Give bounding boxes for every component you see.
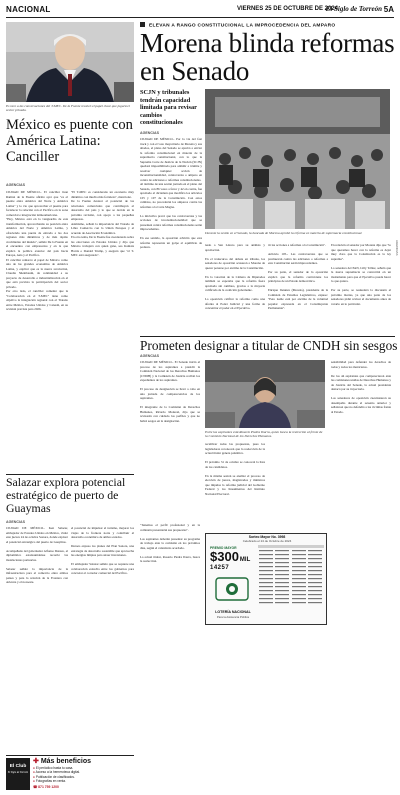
- cndh-photo-caption: Entre las aspirantes está Rosario Piedra Ibarra, quien busca la reelección al frente de la Comisión Nacional de los Derechos Humanos.: [205, 430, 323, 439]
- issue-date: VIERNES 25 DE OCTUBRE DE 2024: [236, 6, 338, 12]
- ad-benefit-list: [33, 766, 133, 783]
- club-sub: El Siglo de Torreón: [7, 771, 29, 774]
- ad-phone[interactable]: ☎ 871 759 1200: [33, 785, 59, 789]
- guaymas-headline: Salazar explora potencial estratégico de puerto de Guaymas: [6, 475, 126, 516]
- canciller-photo-caption: Es raro a las conversaciones del T-MEC. De la Fuente recalcó el papel clave que jugará el sector privado.: [6, 104, 130, 113]
- cndh-headline: Prometen designar a titular de CNDH sin sesgos: [140, 338, 398, 353]
- cndh-body-col4: sensibilidad para defender los derechos de todas y todos los mexicanos. De los 44 aspirantes que comparecieron ante las comisiones unidas de Derechos Humanos y de Justicia del Senado, la actual presidenta destacó por su trayectoria. Los senadores de oposición cuestionaron su desempeño durante el sexenio anterior y señalaron que no defendió a las víctimas frente al Estado.: [331, 360, 391, 414]
- canciller-body-col2: [71, 190, 134, 471]
- lottery-date: Celebrado el 24 de Octubre de 2024: [242, 539, 292, 543]
- page-header: [6, 4, 394, 18]
- canciller-photo: [6, 22, 134, 102]
- main-body-col4: En relación al senador por Morena dijo que "lo que queremos hacer con la reforma es dejar muy claro que la Constitución es la ley suprema". La senadora del PAN, Lilly Téllez, señaló que la nueva supremacía se convertirá en un instrumento para que el Ejecutivo pueda hacer lo que quiera. Por su parte, se reanudará la discusión el próximo martes, ya que una parte de los senadores pidió revisar el documento antes de votarlo en lo particular.: [331, 243, 391, 306]
- paragraph: El canciller remarcó el papel de México como una de las grandes economías de América Latina, y explicó que es la nueva revolución, Claudia Sheinbaum, da continuidad a su proyecto de desarrollo e industrialización en el que está prevista la participación del sector privado.: [6, 257, 68, 289]
- ad-title-text: Más beneficios: [40, 758, 91, 765]
- paragraph: En otro tema, De la Fuente fue cuestionado sobre las elecciones en Estados Unidos y dijo que México trabajará con quien gane, sea Kamala Harris o Donald Trump, y aseguró que "el T-MEC está asegurado".: [71, 235, 134, 257]
- list-item: ● El periódico hasta tu casa.: [33, 766, 74, 770]
- cndh-body-col3: recalibrar todas las propuestas, pues los legisladores reconocen que la reelección de la actual titular genera polémica. El próximo 31 de octubre se conocerá la lista de los candidatos. En la misma sesión se analizó el proceso de elección de jueces, magistrados y ministros que impulsa la reforma judicial del Gobierno Federal y los lineamientos del Instituto Nacional Electoral.: [205, 442, 265, 496]
- cndh-body-col2: "Tenemos el perfil profesional y en la comisión presentarán sus propuestas". Los aspirantes deberán presentar su programa de trabajo ante la comisión en los próximos días, según el calendario acordado. La actual titular, Rosario Piedra Ibarra, busca la reelección.: [140, 523, 200, 563]
- paragraph: Asimismo, señaló la importancia del Tratado de Libre Comercio con la Unión Europea y el acuerdo de Asociación Económica.: [71, 221, 134, 235]
- main-byline: AGENCIAS: [140, 131, 159, 135]
- list-item: ● Publicación de clasificados.: [33, 774, 75, 779]
- lottery-box: [205, 533, 327, 625]
- cndh-photo: [205, 360, 325, 428]
- canciller-body-col1: [6, 190, 68, 471]
- guaymas-byline: AGENCIAS: [6, 520, 25, 524]
- paragraph: CIUDAD DE MÉXICO.- El canciller Juan Ramón de la Fuente afirmó ayer que "es el puente entre América del Norte y América Latina" y lo vio que aprovechar el puente para fortalecer la relación con el Pacífico en la zona comercial e integración latinoamericana.: [6, 190, 68, 217]
- cndh-body-col3b: [268, 442, 328, 530]
- section-name: NACIONAL: [6, 5, 51, 14]
- cndh-body-col5: [331, 610, 391, 788]
- cndh-byline: AGENCIAS: [140, 354, 159, 358]
- main-body-col3: tir las acciones a reformas a la Constitución". Articulo 105.- Las controversias que se promuevan contra las adiciones o reformas a esta Constitución serán improcedentes. Por su parte, el senador de la oposición explicó que la reforma contraviene los principios de un Estado democrático. Enrique Inzunza (Morena), presidente de la Comisión de Estudios Legislativos, expuso: "Pero nadie está por encima de la voluntad popular expresada en el Constituyente Permanente".: [268, 243, 328, 310]
- main-body-col1: [140, 137, 202, 333]
- phone-icon: ☎: [33, 785, 39, 789]
- lottery-amount-unit: MIL: [239, 557, 251, 563]
- lottery-footer: LOTERÍA NACIONAL: [215, 610, 251, 614]
- list-item: ● Fotografías en venta.: [33, 778, 66, 783]
- guaymas-body-col2: el potencial de impulsar el turismo, mejorar los viajes de la frontera norte y contribuir al desarrollo económico de ambos estados. Durazo expuso los planes del Plan Sonora, una estrategia de desarrollo sostenible que aprovecha las energías limpias para atraer inversiones. El embajador Salazar señaló que se requiere una colaboración estrecha entre los gobiernos para concretar el corredor comercial del Pacífico.: [71, 526, 134, 575]
- club-name: El Club: [9, 764, 27, 769]
- cndh-body-col1: CIUDAD DE MÉXICO.- El Senado inició el proceso de los aspirantes a presidir la Comisión Nacional de los Derechos Humanos (CNDH) y la Comisión de Justicia recibió los expedientes de los aspirantes. El proceso de designación se llevó a cabo en una jornada de comparecencias de los aspirantes. El integrante de la Comisión de Derechos Humanos, Ricardo Monreal, dijo que se revisarán con cuidado los perfiles y que no habrá sesgos en la designación.: [140, 360, 200, 423]
- lottery-amount-value: $300: [210, 549, 239, 564]
- lottery-winner-number: 14257: [210, 565, 230, 571]
- newspaper-name: El Siglo de Torreón: [325, 5, 382, 13]
- paragraph: Al término de una sesión jornada en el pleno del Senado, con 86 votos a favor y 42 en contra, fue aprobado el dictamen que modifica los artículos 105 y 107 de la Constitución. Con estos cambios, no procederán los amparos contra las reformas a la Carta Magna. La iniciativa prevé que las controversias y las acciones de inconstitucionalidad que se presenten contra reformas constitucionales serán improcedentes. En ese sentido, la oposición advirtió que esta reforma representa un golpe al equilibrio de poderes.: [140, 182, 202, 249]
- senate-photo-caption: Durante la sesión en el Senado, la bancada de Morena aprobó la reforma en materia de supremacía constitucional.: [205, 231, 363, 235]
- guaymas-body-col1: CIUDAD DE MÉXICO.- Ken Salazar, embajador de Estados Unidos en México, visitó este jueves 24 de octubre Sonora, donde exploró el potencial estratégico del puerto de Guaymas. Acompañado del gobernador Alfonso Durazo, el diplomático estadounidense recorrió las instalaciones portuarias. Salazar señaló la importancia de la infraestructura para el comercio entre ambos países y para la relación de la Frontera con Arizona y el noroeste.: [6, 526, 68, 584]
- lottery-results-grid: [258, 545, 324, 607]
- lottery-sub: Para la Asistencia Pública: [216, 615, 250, 619]
- check-icon: ●: [33, 766, 36, 770]
- plus-icon: ✚: [33, 758, 41, 765]
- lottery-logo-icon: [210, 576, 254, 606]
- paragraph: Por otro lado, el canciller comentó que la "Colaboración en el T-MEC" tiene como objetivo la integración regional con el Tratado entre México, Estados Unidos y Canadá, en su revisión prevista para 2026.: [6, 289, 68, 311]
- paragraph: CIUDAD DE MÉXICO.- Por la vía del fast track y con el voto mayoritario de Morena y sus aliados, el pleno del Senado se aprobó a enviar la reforma constitucional en materia de la supremacía constitucional, con lo que la Suprema Corte de Justicia de la Nación (SCJN) quedará imposibilitada para admitir a trámite y resolver cualquier acción de inconstitucionalidad, controversia o amparo en contra de adiciones o reformas constitucionales.: [140, 137, 202, 182]
- paragraph: "Hoy, México está en la vanguardia de esta transformación, aprovechando su posición entre América del Norte y América Latina, y ofreciendo una puerta de entrada a las dos regiones más dinámicas y de más rápido crecimiento del mundo", señaló De la Fuente en el encuentro con empresarios y en la que explicó la política exterior del país hacia Europa, Asia y el Pacífico.: [6, 217, 68, 257]
- check-icon: ●: [33, 774, 36, 779]
- main-body-col2: nado a San Lázaro para su análisis y aprobación. En el transcurso del debate en tribuna, los senadores de oposición acusaron a Morena de querer ponerse por encima de la Constitución. En la votación de la Cámara de Diputados también se esperaba que la reforma fuera aprobada sin cambios, gracias a la mayoría calificada de la coalición gobernante. La oposición calificó la reforma como una afrenta al Poder Judicial y una forma de concentrar el poder en el Ejecutivo.: [205, 243, 265, 310]
- check-icon: ●: [33, 778, 36, 783]
- side-photo-credit: AGENCIAS: [395, 240, 399, 256]
- main-headline: Morena blinda reformas en Senado: [140, 28, 395, 86]
- paragraph: "El T-MEC es considerado un escenario muy dinámico con mucha más fortaleza", mencionó.: [71, 190, 134, 199]
- main-deck: SCJN y tribunales tendrán capacidad limitada para revisar cambios constitucionales: [140, 89, 197, 127]
- canciller-byline: AGENCIAS: [6, 183, 25, 187]
- main-kicker: ELEVAN A RANGO CONSTITUCIONAL LA IMPROCEDENCIA DEL AMPARO: [140, 22, 395, 29]
- ad-title: [33, 757, 133, 765]
- canciller-headline: México es puente con América Latina: Canciller: [6, 117, 133, 165]
- paragraph: De la Fuente destacó el potencial de las relaciones comerciales que contribuyen al desarrollo del país y lo que se decida en la próxima revisión, con apoyo a las pequeñas empresas.: [71, 199, 134, 221]
- lottery-title: Sorteo Mayor No. 3998: [248, 535, 286, 539]
- check-icon: ●: [33, 770, 36, 775]
- section-divider: [140, 336, 395, 337]
- senate-photo: [205, 89, 390, 229]
- club-logo: [6, 758, 30, 790]
- lottery-prize-label: PREMIO MAYOR: [210, 546, 237, 550]
- club-ad[interactable]: [6, 755, 134, 791]
- list-item: ● Acceso a la hemeroteca digital.: [33, 770, 80, 775]
- page-number: 5A: [383, 5, 394, 14]
